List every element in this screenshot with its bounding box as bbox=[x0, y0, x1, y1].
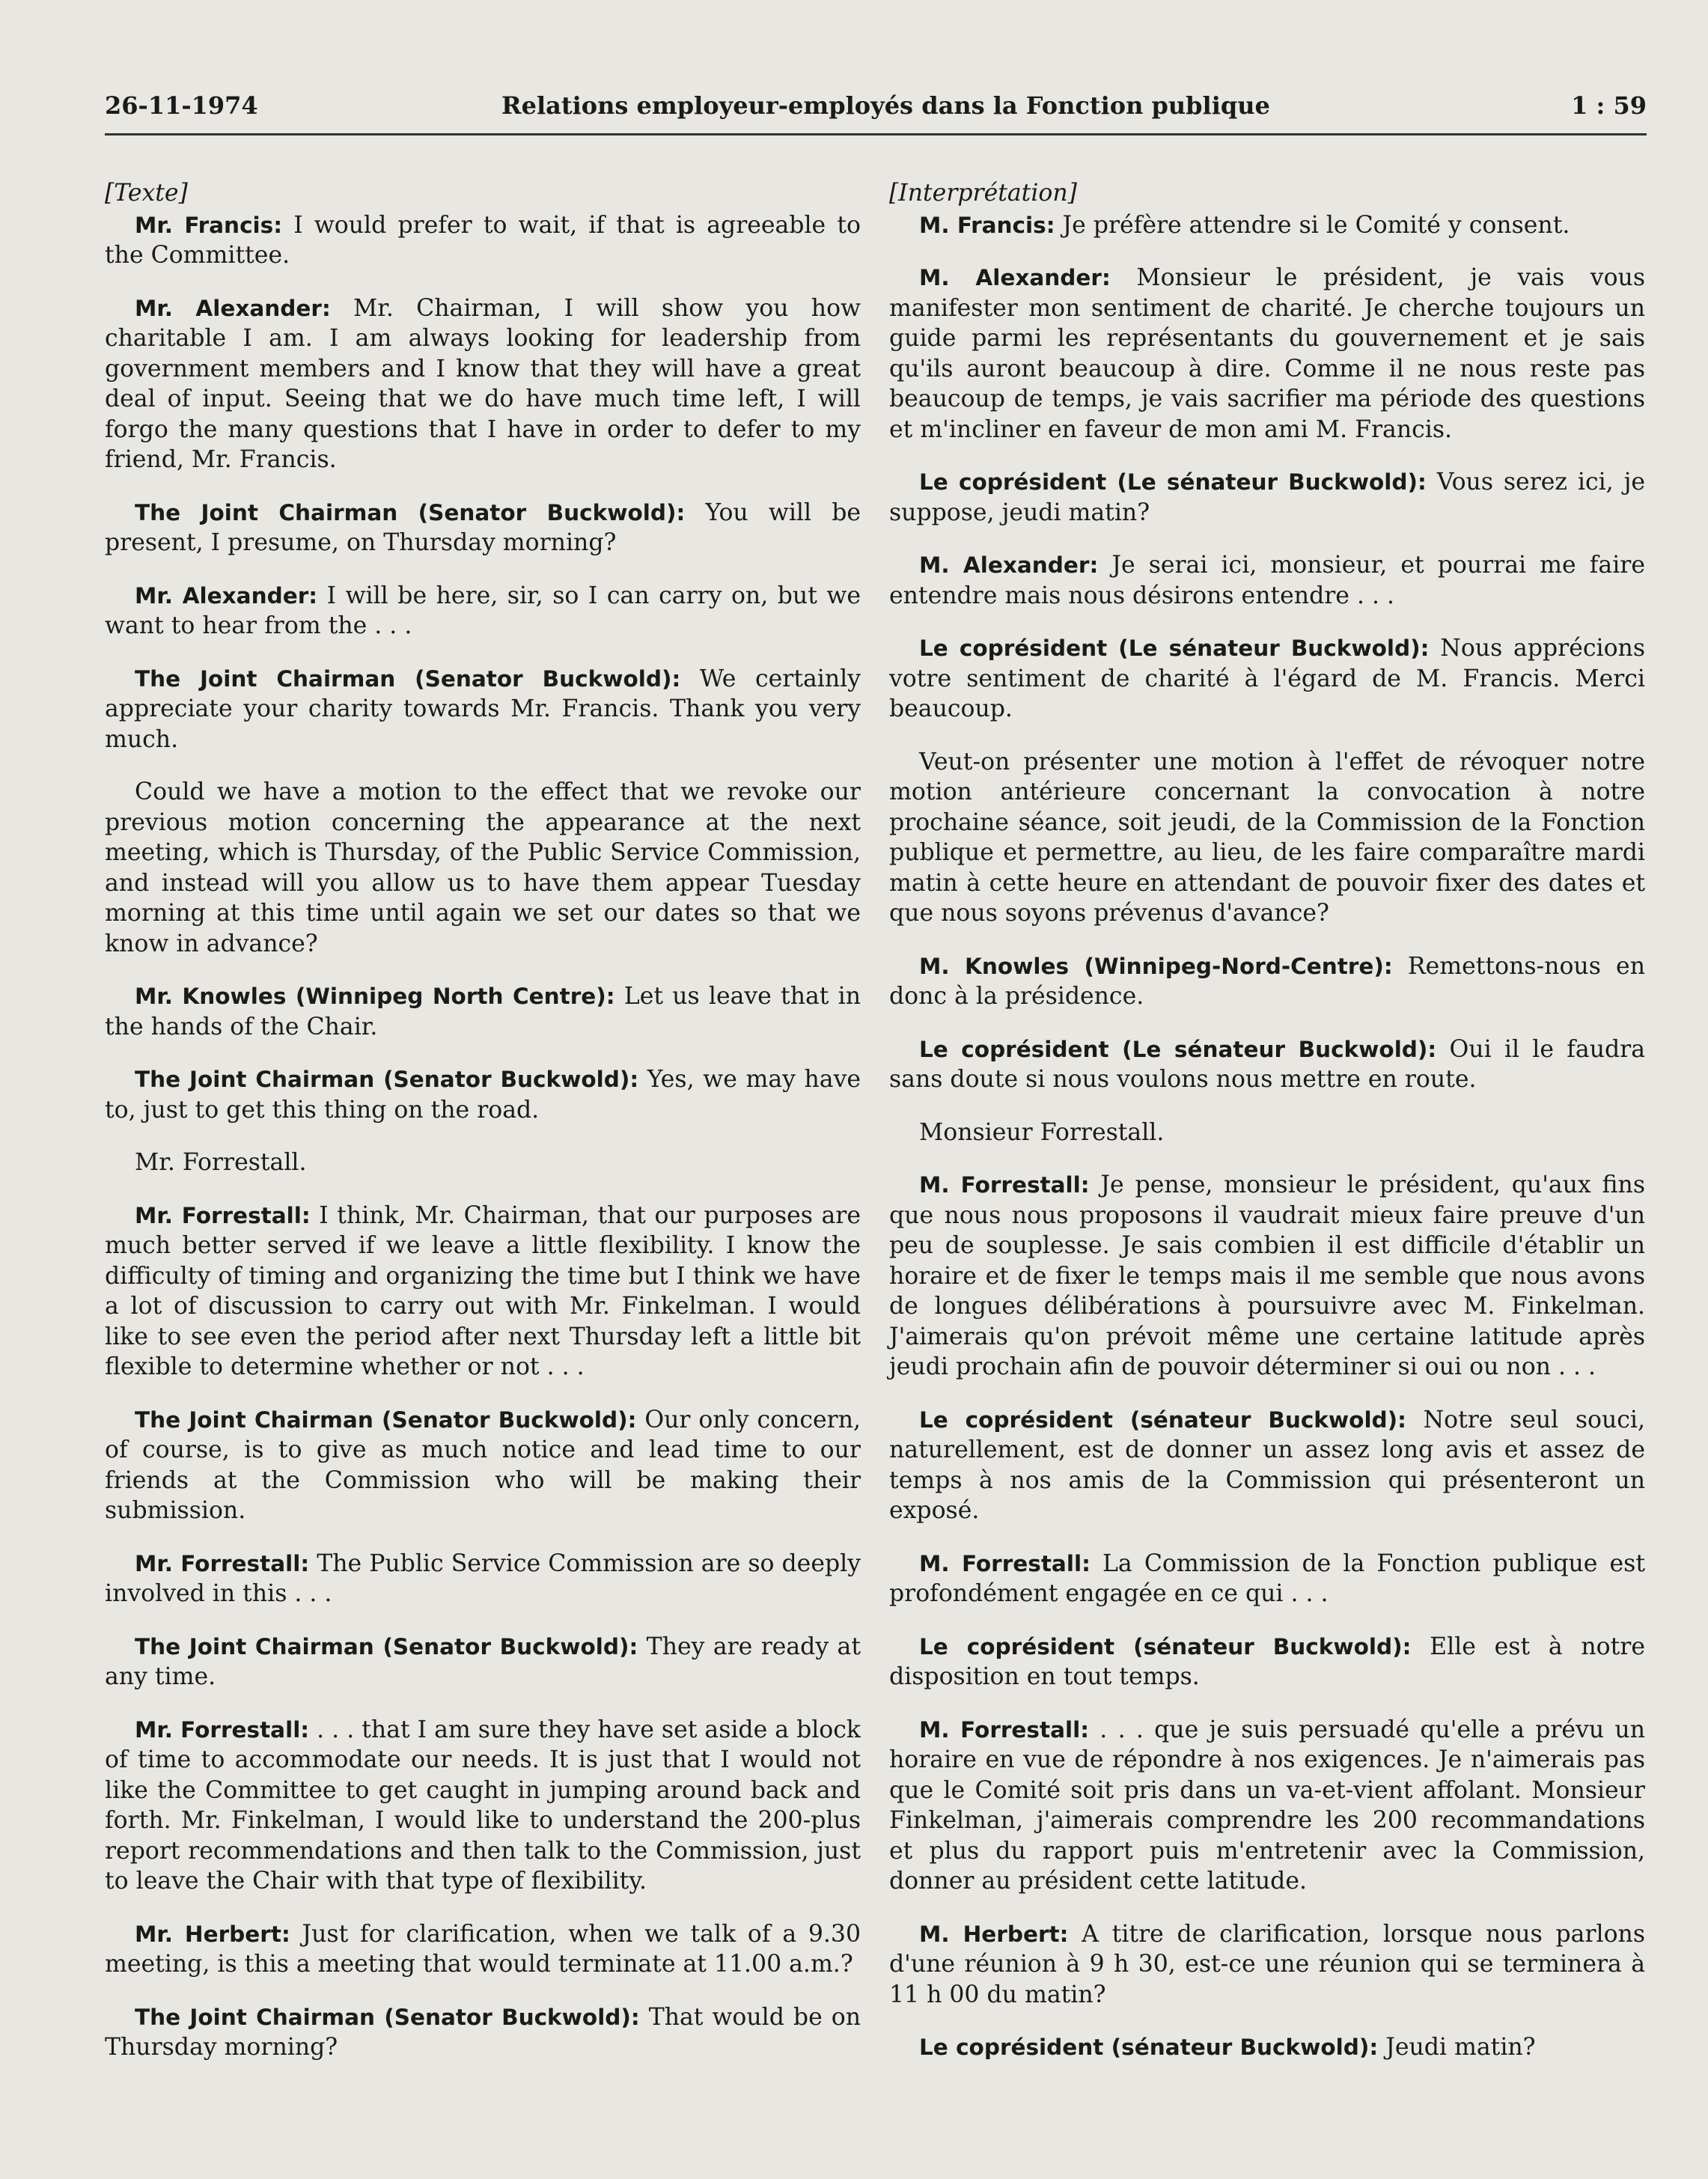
transcript-paragraph bbox=[889, 1405, 1645, 1526]
speech-text: The Public Service Commission are so deeply involved in this . . . bbox=[105, 1549, 861, 1607]
speaker-name: M. Herbert: bbox=[919, 1921, 1069, 1947]
speech-text: We certainly appreciate your charity towards Mr. Francis. Thank you very much. bbox=[105, 665, 861, 753]
header-page-number: 1 : 59 bbox=[1571, 91, 1647, 120]
speech-text: Yes, we may have to, just to get this thing on the road. bbox=[105, 1066, 861, 1124]
transcript-paragraph bbox=[889, 1549, 1645, 1609]
speech-text: Let us leave that in the hands of the Chair. bbox=[105, 983, 861, 1040]
speech-text: Just for clarification, when we talk of a 9.30 meeting, is this a meeting that would terminate at 11.00 a.m.? bbox=[105, 1920, 861, 1978]
transcript-paragraph bbox=[889, 951, 1645, 1012]
transcript-paragraph bbox=[889, 210, 1645, 241]
speaker-name: The Joint Chairman (Senator Buckwold): bbox=[135, 1633, 638, 1660]
transcript-paragraph bbox=[889, 633, 1645, 725]
transcript-paragraph bbox=[889, 550, 1645, 611]
transcript-paragraph bbox=[889, 1170, 1645, 1383]
speech-text: Could we have a motion to the effect that we revoke our previous motion concerning the appearance at the next meeting, which is Thursday, of the Public Service Commission, and instead will you allow us to have them appear Tuesday morning at this time until again we set our dates so that we know in advance? bbox=[105, 778, 861, 957]
section-tag: [Interprétation] bbox=[889, 180, 1077, 207]
english-column bbox=[105, 178, 861, 2085]
transcript-paragraph bbox=[889, 1034, 1645, 1095]
transcript-paragraph bbox=[889, 747, 1645, 929]
speech-text: You will be present, I presume, on Thursday morning? bbox=[105, 499, 861, 556]
speech-text: Je serai ici, monsieur, et pourrai me faire entendre mais nous désirons entendre . . . bbox=[889, 552, 1645, 609]
speech-text: Nous apprécions votre sentiment de charité à l'égard de M. Francis. Merci beaucoup. bbox=[889, 635, 1645, 722]
speech-text: That would be on Thursday morning? bbox=[105, 2003, 861, 2061]
transcript-paragraph bbox=[105, 777, 861, 959]
speaker-name: M. Francis: bbox=[919, 212, 1055, 238]
section-tag: [Texte] bbox=[105, 180, 188, 207]
speech-text: Monsieur Forrestall. bbox=[919, 1118, 1165, 1146]
page-header bbox=[105, 88, 1647, 135]
transcript-paragraph bbox=[889, 1118, 1645, 1148]
speaker-name: Mr. Forrestall: bbox=[135, 1550, 310, 1576]
transcript-paragraph bbox=[889, 467, 1645, 528]
transcript-paragraph bbox=[889, 1715, 1645, 1897]
header-title: Relations employeur-employés dans la Fonction publique bbox=[501, 91, 1270, 120]
speech-text: Veut-on présenter une motion à l'effet de révoquer notre motion antérieure concernant la convocation à notre prochaine séance, soit jeudi, de la Commission de la Fonction publique et permettre, au lieu, de les faire comparaître mardi matin à cette heure en attendant de pouvoir fixer des dates et que nous soyons prévenus d'avance? bbox=[889, 748, 1645, 927]
speaker-name: M. Forrestall: bbox=[919, 1716, 1090, 1743]
speaker-name: The Joint Chairman (Senator Buckwold): bbox=[135, 2004, 640, 2030]
transcript-paragraph bbox=[889, 1632, 1645, 1692]
speaker-name: Le coprésident (Le sénateur Buckwold): bbox=[919, 469, 1427, 495]
speech-text: A titre de clarification, lorsque nous parlons d'une réunion à 9 h 30, est-ce une réunion qui se terminera à 11 h 00 du matin? bbox=[889, 1920, 1645, 2008]
speech-text: Notre seul souci, naturellement, est de donner un assez long avis et assez de temps à nos amis de la Commission qui présenteront un exposé. bbox=[889, 1406, 1645, 1524]
speaker-name: M. Alexander: bbox=[919, 265, 1111, 290]
speech-text: Remettons-nous en donc à la présidence. bbox=[889, 952, 1645, 1010]
speaker-name: The Joint Chairman (Senator Buckwold): bbox=[135, 499, 686, 525]
speech-text: I will be here, sir, so I can carry on, but we want to hear from the . . . bbox=[105, 582, 861, 639]
speaker-name: Mr. Forrestall: bbox=[135, 1202, 311, 1228]
speaker-name: M. Forrestall: bbox=[919, 1172, 1090, 1198]
transcript-paragraph bbox=[105, 581, 861, 641]
transcript-paragraph bbox=[105, 1064, 861, 1125]
speaker-name: M. Alexander: bbox=[919, 552, 1099, 578]
speech-text: Mr. Chairman, I will show you how charitable I am. I am always looking for leadership from government members and I know that they will have a great deal of input. Seeing that we do have much time left, I will forgo the many questions that I have in order to defer to my friend, Mr. Francis. bbox=[105, 294, 861, 473]
speech-text: Our only concern, of course, is to give as much notice and lead time to our friends at the Commission who will be making their submission. bbox=[105, 1406, 861, 1524]
transcript-paragraph bbox=[105, 1405, 861, 1526]
transcript-paragraph bbox=[105, 664, 861, 755]
speaker-name: Mr. Knowles (Winnipeg North Centre): bbox=[135, 984, 615, 1009]
transcript-paragraph bbox=[105, 1919, 861, 1980]
speaker-name: M. Knowles (Winnipeg-Nord-Centre): bbox=[919, 953, 1393, 979]
speaker-name: Le coprésident (sénateur Buckwold): bbox=[919, 1407, 1406, 1433]
transcript-paragraph bbox=[889, 2032, 1645, 2063]
transcript-paragraph bbox=[105, 1715, 861, 1897]
french-column bbox=[889, 178, 1645, 2085]
transcript-paragraph bbox=[105, 1148, 861, 1178]
speech-text: Oui il le faudra sans doute si nous voulons nous mettre en route. bbox=[889, 1035, 1645, 1093]
speaker-name: Le coprésident (sénateur Buckwold): bbox=[919, 1633, 1412, 1660]
transcript-paragraph bbox=[889, 1919, 1645, 2011]
speaker-name: M. Forrestall: bbox=[919, 1550, 1091, 1576]
speaker-name: Mr. Herbert: bbox=[135, 1921, 290, 1947]
transcript-paragraph bbox=[105, 981, 861, 1042]
transcript-paragraph bbox=[105, 210, 861, 271]
speaker-name: Mr. Forrestall: bbox=[135, 1716, 310, 1743]
header-date: 26-11-1974 bbox=[105, 91, 258, 120]
speech-text: Je pense, monsieur le président, qu'aux fins que nous nous proposons il vaudrait mieux faire preuve d'un peu de souplesse. Je sais combien il est difficile d'établir un horaire et de fixer le temps mais il me semble que nous avons de longues délibérations à poursuivre avec M. Finkelman. J'aimerais qu'on prévoit même une certaine latitude après jeudi prochain afin de pouvoir déterminer si oui ou non . . . bbox=[889, 1171, 1645, 1380]
speech-text: Vous serez ici, je suppose, jeudi matin? bbox=[889, 469, 1645, 526]
speech-text: Monsieur le président, je vais vous manifester mon sentiment de charité. Je cherche toujours un guide parmi les représentants du gouvernement et je sais qu'ils auront beaucoup à dire. Comme il ne nous reste pas beaucoup de temps, je vais sacrifier ma période des questions et m'incliner en faveur de mon ami M. Francis. bbox=[889, 264, 1645, 443]
speaker-name: The Joint Chairman (Senator Buckwold): bbox=[135, 665, 681, 692]
speaker-name: Mr. Francis: bbox=[135, 212, 283, 238]
speech-text: Je préfère attendre si le Comité y consent. bbox=[1055, 211, 1570, 239]
speech-text: I would prefer to wait, if that is agreeable to the Committee. bbox=[105, 211, 861, 269]
speech-text: . . . that I am sure they have set aside a block of time to accommodate our needs. It is just that I would not like the Committee to get caught in jumping around back and forth. Mr. Finkelman, I would like to understand the 200-plus report recommendations and then talk to the Commission, just to leave the Chair with that type of flexibility. bbox=[105, 1716, 861, 1895]
speech-text: Jeudi matin? bbox=[1378, 2034, 1536, 2061]
speaker-name: Le coprésident (Le sénateur Buckwold): bbox=[919, 1036, 1437, 1062]
speech-text: I think, Mr. Chairman, that our purposes are much better served if we leave a little flexibility. I know the difficulty of timing and organizing the time but I think we have a lot of discussion to carry out with Mr. Finkelman. I would like to see even the period after next Thursday left a little bit flexible to determine whether or not . . . bbox=[105, 1201, 861, 1380]
transcript-paragraph bbox=[105, 1549, 861, 1609]
transcript-paragraph bbox=[105, 1201, 861, 1383]
speaker-name: The Joint Chairman (Senator Buckwold): bbox=[135, 1067, 639, 1092]
transcript-paragraph bbox=[105, 498, 861, 558]
transcript-paragraph bbox=[105, 1632, 861, 1692]
transcript-paragraph bbox=[889, 263, 1645, 445]
speaker-name: Mr. Alexander: bbox=[135, 582, 318, 609]
speech-text: They are ready at any time. bbox=[105, 1633, 861, 1690]
transcript-paragraph bbox=[105, 2002, 861, 2063]
transcript-paragraph bbox=[105, 293, 861, 475]
speaker-name: Mr. Alexander: bbox=[135, 295, 331, 321]
speaker-name: The Joint Chairman (Senator Buckwold): bbox=[135, 1407, 637, 1433]
speech-text: Mr. Forrestall. bbox=[135, 1149, 307, 1176]
speech-text: . . . que je suis persuadé qu'elle a prévu un horaire en vue de répondre à nos exigences. Je n'aimerais pas que le Comité soit pris dans un va-et-vient affolant. Monsieur Finkelman, j'aimerais comprendre les 200 recommandations et plus du rapport puis m'entretenir avec la Commission, donner au président cette latitude. bbox=[889, 1716, 1646, 1895]
speech-text: La Commission de la Fonction publique est profondément engagée en ce qui . . . bbox=[889, 1549, 1646, 1607]
speaker-name: Le coprésident (Le sénateur Buckwold): bbox=[919, 636, 1430, 661]
speaker-name: Le coprésident (sénateur Buckwold): bbox=[919, 2035, 1379, 2060]
speech-text: Elle est à notre disposition en tout temps. bbox=[889, 1633, 1645, 1690]
